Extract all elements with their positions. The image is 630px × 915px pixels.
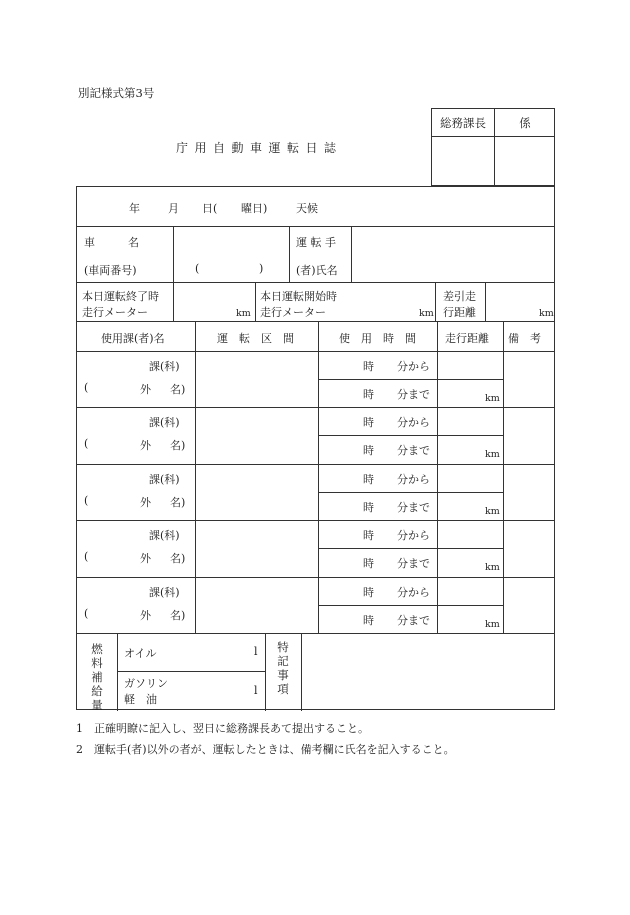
diff-distance-label: 差引走 <box>443 290 476 303</box>
log-header-remarks: 備 考 <box>508 332 541 345</box>
log-row-others: 外 <box>140 495 151 509</box>
log-header-distance: 走行距離 <box>445 332 489 345</box>
log-row-km: km <box>485 618 500 630</box>
log-row-dept: 課(科) <box>149 585 180 599</box>
end-meter-unit: km <box>236 308 251 319</box>
end-meter-label-2: 走行メーター <box>82 306 148 319</box>
log-header-user: 使用課(者)名 <box>101 332 165 345</box>
form-number: 別記様式第3号 <box>78 86 155 100</box>
log-row-dept: 課(科) <box>149 360 180 373</box>
row-separator <box>77 464 554 465</box>
log-row-others-close: 名) <box>170 495 186 509</box>
log-row-hour-to: 時 <box>363 500 374 514</box>
log-row-hour-to: 時 <box>363 557 374 571</box>
log-row-others-open: ( <box>84 493 89 507</box>
row-separator <box>77 577 554 578</box>
driver-name-label: (者)氏名 <box>296 264 338 277</box>
diff-distance-unit: km <box>539 308 554 319</box>
row-divider <box>318 492 503 493</box>
log-row-others-open: ( <box>84 381 89 394</box>
notes <box>76 718 455 760</box>
log-row-others-open: ( <box>84 606 89 620</box>
log-row-from: 分から <box>397 472 430 486</box>
log-row-hour-to: 時 <box>363 444 374 458</box>
end-meter-label: 本日運転終了時 <box>82 290 159 303</box>
row-separator <box>77 633 554 634</box>
car-reg-label: (車両番号) <box>84 264 137 277</box>
log-row-from: 分から <box>397 360 430 373</box>
log-row-others-close: 名) <box>170 439 186 453</box>
log-row-dept: 課(科) <box>149 529 180 543</box>
row-divider <box>318 548 503 549</box>
diff-distance-label-2: 行距離 <box>443 306 476 319</box>
approval-general-affairs-chief: 総務課長 <box>440 116 486 130</box>
log-row-hour-from: 時 <box>363 529 374 543</box>
row-divider <box>318 435 503 436</box>
fuel-unit: l <box>254 684 258 697</box>
fuel-label: 燃料補給量 <box>91 642 103 712</box>
log-row-dept: 課(科) <box>149 472 180 486</box>
log-row-hour-from: 時 <box>363 360 374 373</box>
log-row-from: 分から <box>397 585 430 599</box>
start-meter-unit: km <box>419 308 434 319</box>
log-row-hour-to: 時 <box>363 613 374 627</box>
row-divider <box>318 605 503 606</box>
oil-unit: l <box>254 645 258 658</box>
log-row-others: 外 <box>140 552 151 566</box>
log-row-hour-from: 時 <box>363 416 374 430</box>
page-title: 庁用自動車運転日誌 <box>176 141 343 155</box>
log-header-time: 使 用 時 間 <box>339 332 416 345</box>
log-row-others-close: 名) <box>170 383 186 396</box>
log-row-km: km <box>485 562 500 574</box>
note-2: 2 運転手(者)以外の者が、運転したときは、備考欄に氏名を記入すること。 <box>76 743 455 756</box>
log-row-others-close: 名) <box>170 608 186 622</box>
log-row-from: 分から <box>397 529 430 543</box>
log-row-hour-from: 時 <box>363 472 374 486</box>
gasoline-label: ガソリン <box>124 677 168 690</box>
row-separator <box>77 407 554 408</box>
date-year-label: 年 <box>129 202 140 215</box>
log-row-to: 分まで <box>397 613 430 627</box>
log-row-others: 外 <box>140 383 151 396</box>
row-divider <box>318 379 503 380</box>
diesel-label: 軽 油 <box>124 693 157 706</box>
log-row-from: 分から <box>397 416 430 430</box>
driver-label: 運 転 手 <box>296 236 336 249</box>
date-weekday-label: 曜日) <box>241 202 268 215</box>
approval-staff: 係 <box>519 116 531 130</box>
log-row-hour-from: 時 <box>363 585 374 599</box>
log-row-others: 外 <box>140 439 151 453</box>
log-row-km: km <box>485 449 500 461</box>
row-separator <box>77 520 554 521</box>
driving-log-form <box>76 186 555 710</box>
log-row-hour-to: 時 <box>363 388 374 401</box>
log-row-others: 外 <box>140 608 151 622</box>
date-month-label: 月 <box>168 202 179 215</box>
log-row-others-close: 名) <box>170 552 186 566</box>
car-name-label: 車 名 <box>84 236 139 249</box>
start-meter-label: 本日運転開始時 <box>260 290 337 303</box>
date-day-label: 日( <box>202 202 218 215</box>
log-header-section: 運 転 区 間 <box>217 332 294 345</box>
oil-label: オイル <box>124 647 157 660</box>
log-row-others-open: ( <box>84 437 89 451</box>
log-row-km: km <box>485 505 500 517</box>
log-row-to: 分まで <box>397 557 430 571</box>
approval-stamp-box <box>431 108 555 186</box>
log-row-to: 分まで <box>397 444 430 458</box>
reg-paren-open: ( <box>195 262 200 275</box>
log-row-km: km <box>485 393 500 404</box>
log-row-others-open: ( <box>84 550 89 564</box>
log-row-dept: 課(科) <box>149 416 180 430</box>
start-meter-label-2: 走行メーター <box>260 306 326 319</box>
weather-label: 天候 <box>296 202 318 215</box>
log-row-to: 分まで <box>397 500 430 514</box>
reg-paren-close: ) <box>259 262 264 275</box>
special-notes-label: 特記事項 <box>277 640 289 696</box>
log-row-to: 分まで <box>397 388 430 401</box>
note-1: 1 正確明瞭に記入し、翌日に総務課長あて提出すること。 <box>76 722 369 735</box>
